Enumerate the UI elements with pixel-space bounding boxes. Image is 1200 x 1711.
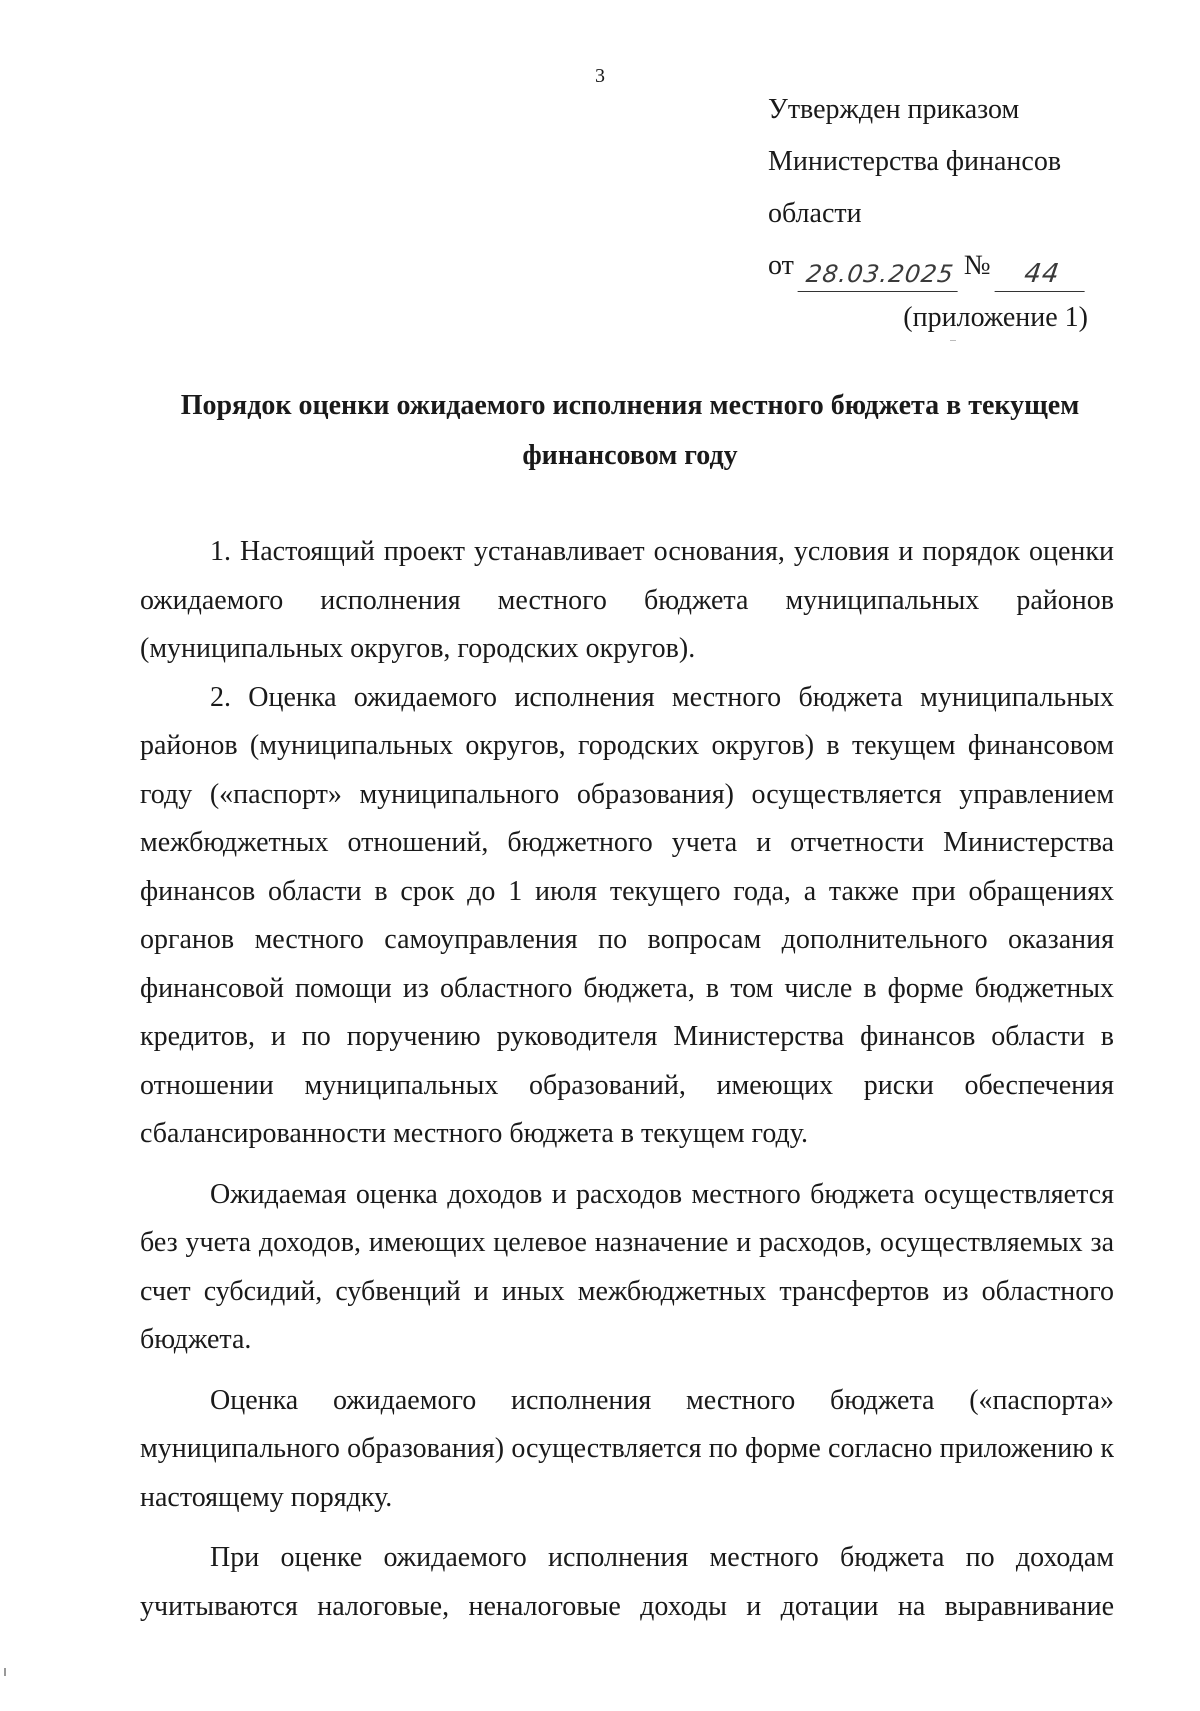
scan-speck bbox=[950, 340, 956, 341]
paragraph-5: При оценке ожидаемого исполнения местного бюджета по доходам учитываются налоговые, неналоговые доходы и дотации на выравнивание bbox=[140, 1542, 1114, 1622]
document-title: Порядок оценки ожидаемого исполнения местного бюджета в текущем финансовом году bbox=[180, 390, 1080, 471]
handwritten-date: 28.03.2025 bbox=[797, 257, 962, 292]
approval-line-2: Министерства финансов bbox=[768, 146, 1062, 177]
page-number: 3 bbox=[595, 65, 605, 87]
appendix-label: (приложение 1) bbox=[903, 302, 1088, 333]
paragraph-2: 2. Оценка ожидаемого исполнения местного бюджета муниципальных районов (муниципальных округов, городских округов) в текущем финансовом году («паспорт» муниципального образования) осуществляется управлением межбюджетных отношений, бюджетного учета и отчетности Министерства финансов области в срок до 1 июля текущего года, а также при обращениях органов местного самоуправления по вопросам дополнительного оказания финансовой помощи из областного бюджета, в том числе в форме бюджетных кредитов, и по поручению руководителя Министерства финансов области в отношении муниципальных образований, имеющих риски обеспечения сбалансированности местного бюджета в текущем году. bbox=[140, 681, 1114, 1149]
approval-line-1: Утвержден приказом bbox=[768, 94, 1020, 125]
document-body bbox=[140, 528, 1114, 1631]
approval-stamp-block bbox=[768, 84, 1088, 344]
paragraph-1: 1. Настоящий проект устанавливает основания, условия и порядок оценки ожидаемого исполнения местного бюджета муниципальных районов (муниципальных округов, городских округов). bbox=[140, 536, 1114, 664]
approval-line-3: области bbox=[768, 198, 862, 229]
number-prefix: № bbox=[963, 250, 991, 281]
scan-edge-mark bbox=[4, 1668, 6, 1676]
approval-date-row bbox=[768, 240, 1088, 292]
paragraph-3: Ожидаемая оценка доходов и расходов местного бюджета осуществляется без учета доходов, имеющих целевое назначение и расходов, осуществляемых за счет субсидий, субвенций и иных межбюджетных трансфертов из областного бюджета. bbox=[140, 1178, 1114, 1355]
paragraph-4: Оценка ожидаемого исполнения местного бюджета («паспорта» муниципального образования) осуществляется по форме согласно приложению к настоящему порядку. bbox=[140, 1384, 1114, 1513]
date-prefix: от bbox=[768, 250, 794, 281]
handwritten-number: 44 bbox=[994, 257, 1089, 292]
